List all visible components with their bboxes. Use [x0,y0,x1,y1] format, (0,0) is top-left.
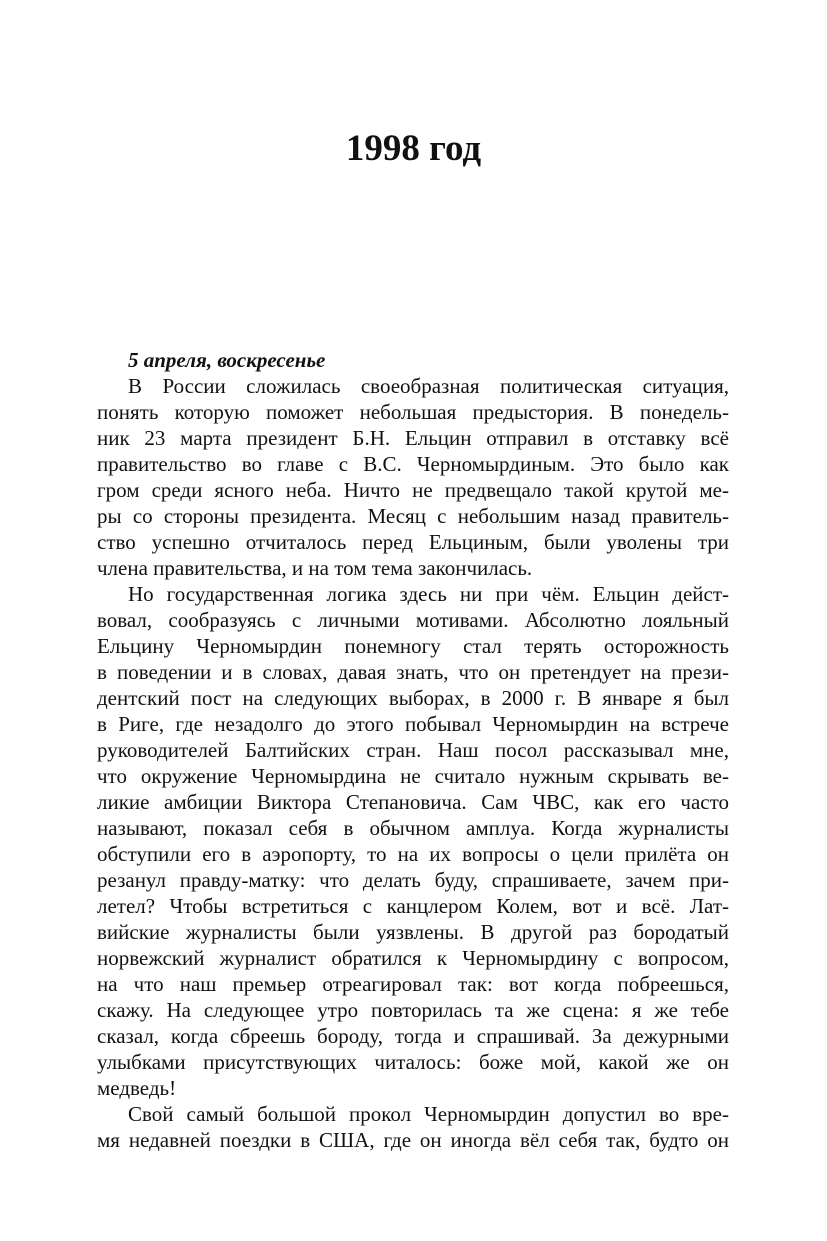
entry-body [97,373,729,1153]
text-line: улыбками присутствующих читалось: боже мой, какой же он [97,1050,729,1074]
text-line: руководителей Балтийских стран. Наш посол рассказывал мне, [97,738,729,762]
text-line: в Риге, где незадолго до этого побывал Черномырдин на встрече [97,712,729,736]
text-line: что окружение Черномырдина не считало нужным скрывать ве- [97,764,729,788]
text-line: ры со стороны президента. Месяц с небольшим назад правитель- [97,504,729,528]
entry-date-heading: 5 апреля, воскресенье [128,348,326,372]
text-line: В России сложилась своеобразная политическая ситуация, [128,374,729,398]
text-line: вовал, сообразуясь с личными мотивами. Абсолютно лояльный [97,608,729,632]
text-line: понять которую поможет небольшая предыстория. В понедель- [97,400,729,424]
text-line: ликие амбиции Виктора Степановича. Сам ЧВС, как его часто [97,790,729,814]
text-line: мя недавней поездки в США, где он иногда вёл себя так, будто он [97,1128,729,1152]
text-line: члена правительства, и на том тема закончилась. [97,556,533,580]
text-line: медведь! [97,1076,177,1100]
text-line: Ельцину Черномырдин понемногу стал терять осторожность [97,634,729,658]
paragraph [97,1101,729,1153]
text-line: называют, показал себя в обычном амплуа. Когда журналисты [97,816,729,840]
text-line: вийские журналисты были уязвлены. В другой раз бородатый [97,920,729,944]
paragraph [97,373,729,581]
chapter-title: 1998 год [345,128,482,169]
text-line: обступили его в аэропорту, то на их вопросы о цели прилёта он [97,842,729,866]
text-line: скажу. На следующее утро повторилась та же сцена: я же тебе [97,998,729,1022]
text-line: летел? Чтобы встретиться с канцлером Колем, вот и всё. Лат- [97,894,729,918]
text-line: дентский пост на следующих выборах, в 2000 г. В январе я был [97,686,729,710]
text-line: Но государственная логика здесь ни при чём. Ельцин дейст- [128,582,729,606]
text-line: Свой самый большой прокол Черномырдин допустил во вре- [128,1102,729,1126]
text-line: на что наш премьер отреагировал так: вот когда побреешься, [97,972,729,996]
diary-entry [97,347,729,1153]
text-line: резанул правду-матку: что делать буду, спрашиваете, зачем при- [97,868,729,892]
text-line: сказал, когда сбреешь бороду, тогда и спрашивай. За дежурными [97,1024,729,1048]
text-line: в поведении и в словах, давая знать, что он претендует на прези- [97,660,729,684]
text-line: норвежский журналист обратился к Черномырдину с вопросом, [97,946,729,970]
text-line: ство успешно отчиталось перед Ельциным, были уволены три [97,530,729,554]
text-line: гром среди ясного неба. Ничто не предвещало такой крутой ме- [97,478,729,502]
text-line: ник 23 марта президент Б.Н. Ельцин отправил в отставку всё [97,426,729,450]
paragraph [97,581,729,1101]
text-line: правительство во главе с В.С. Черномырдиным. Это было как [97,452,729,476]
